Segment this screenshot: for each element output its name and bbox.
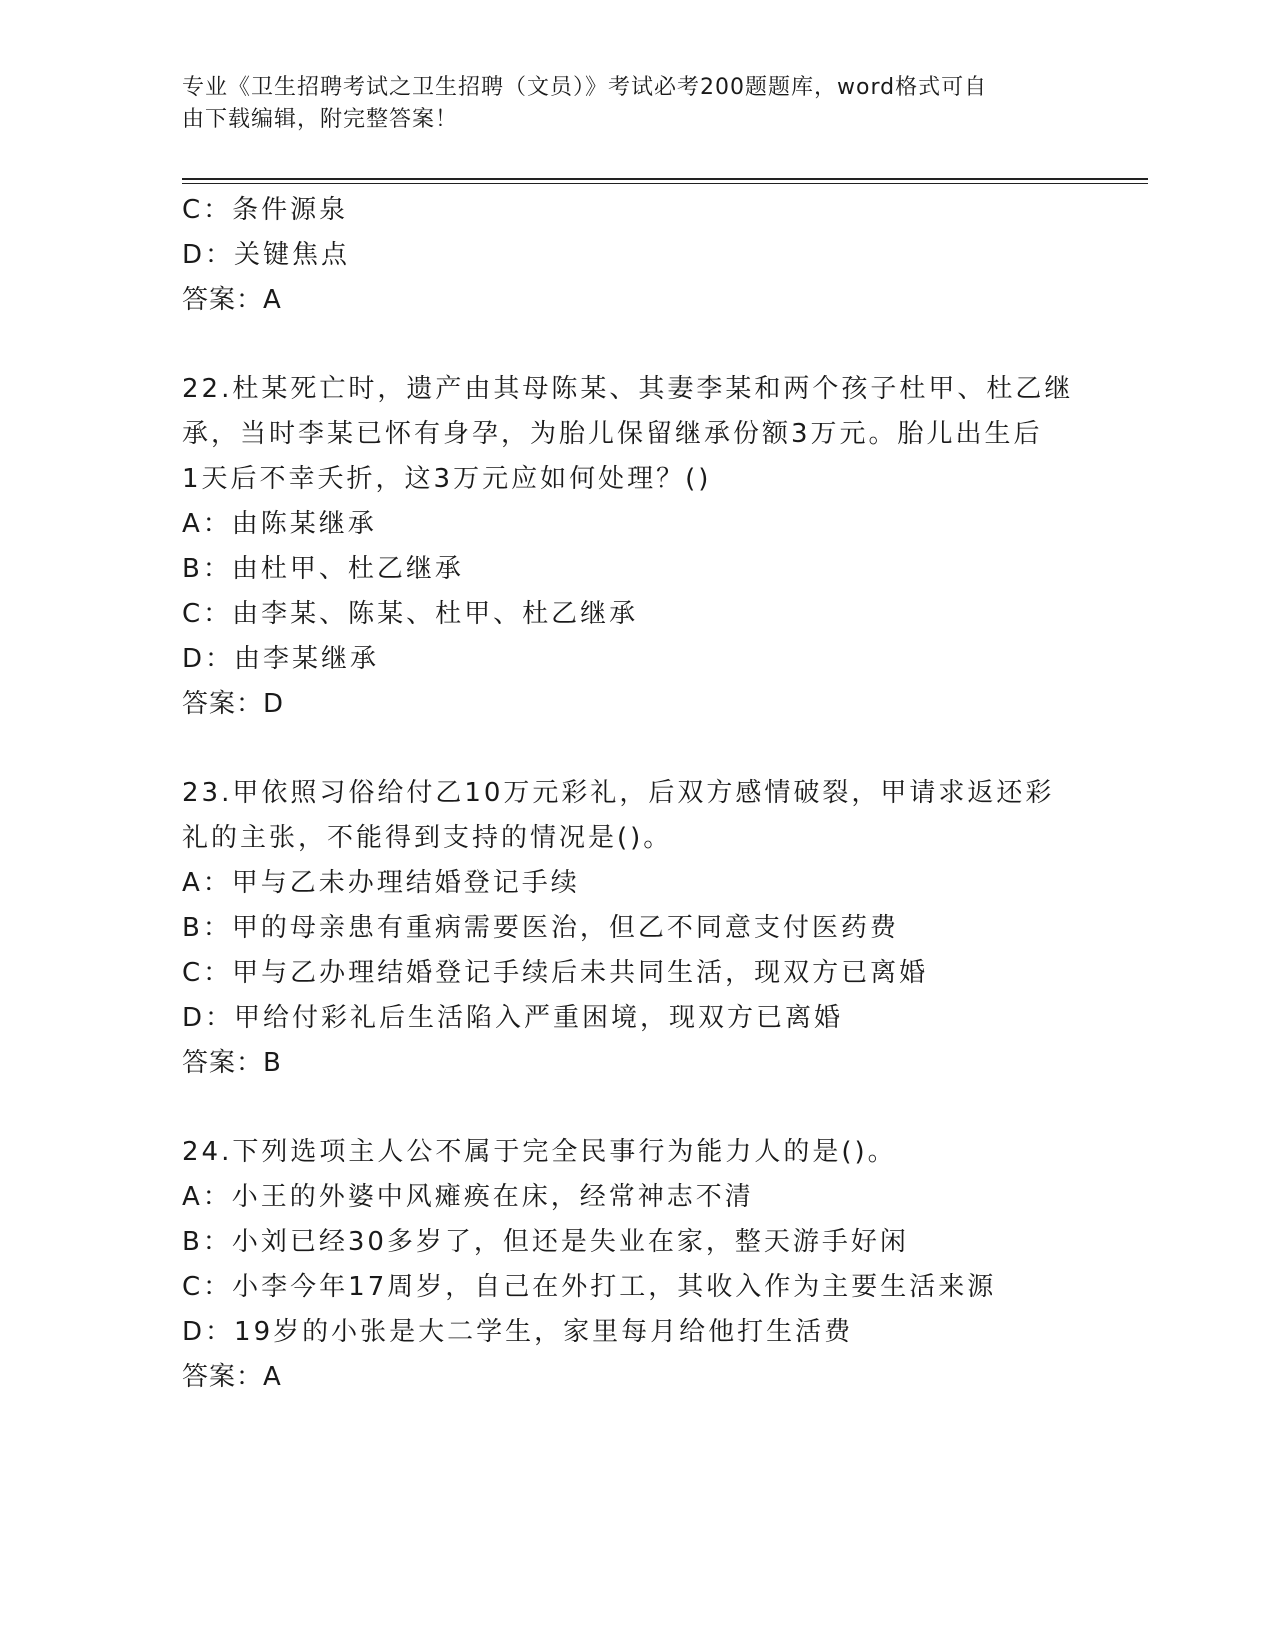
question-24: [182, 1130, 1082, 1400]
option-d: D：关键焦点: [182, 240, 351, 270]
option-a: A：小王的外婆中风瘫痪在床，经常神志不清: [182, 1182, 754, 1212]
option-a: A：由陈某继承: [182, 509, 377, 539]
option-d: D：19岁的小张是大二学生，家里每月给他打生活费: [182, 1317, 854, 1347]
question-23: [182, 771, 1082, 1086]
answer-line: 答案：D: [182, 689, 285, 719]
document-header: [182, 72, 1062, 136]
question-list: [182, 188, 1082, 1400]
stem-line: 承，当时李某已怀有身孕，为胎儿保留继承份额3万元。胎儿出生后: [182, 419, 1043, 449]
previous-question-tail: [182, 188, 1082, 323]
question-stem: [182, 367, 1082, 502]
option-b: B：由杜甲、杜乙继承: [182, 554, 464, 584]
header-rule-thin: [182, 183, 1148, 184]
stem-line: 礼的主张，不能得到支持的情况是()。: [182, 823, 673, 853]
stem-line: 24.下列选项主人公不属于完全民事行为能力人的是()。: [182, 1137, 897, 1167]
option-c: C：甲与乙办理结婚登记手续后未共同生活，现双方已离婚: [182, 958, 929, 988]
stem-line: 22.杜某死亡时，遗产由其母陈某、其妻李某和两个孩子杜甲、杜乙继: [182, 374, 1074, 404]
question-stem: [182, 771, 1082, 861]
answer-line: 答案：B: [182, 1048, 282, 1078]
answer-line: 答案：A: [182, 1362, 282, 1392]
option-d: D：由李某继承: [182, 644, 380, 674]
header-line-1: 专业《卫生招聘考试之卫生招聘（文员）》考试必考200题题库，word格式可自: [182, 75, 988, 100]
question-stem: [182, 1130, 1082, 1175]
option-a: A：甲与乙未办理结婚登记手续: [182, 868, 580, 898]
option-c: C：由李某、陈某、杜甲、杜乙继承: [182, 599, 639, 629]
answer-line: 答案：A: [182, 285, 282, 315]
option-b: B：小刘已经30多岁了，但还是失业在家，整天游手好闲: [182, 1227, 909, 1257]
option-c: C：小李今年17周岁，自己在外打工，其收入作为主要生活来源: [182, 1272, 997, 1302]
stem-line: 23.甲依照习俗给付乙10万元彩礼，后双方感情破裂，甲请求返还彩: [182, 778, 1055, 808]
header-line-2: 由下载编辑，附完整答案！: [182, 107, 459, 132]
question-22: [182, 367, 1082, 727]
option-d: D：甲给付彩礼后生活陷入严重困境，现双方已离婚: [182, 1003, 844, 1033]
option-c: C：条件源泉: [182, 195, 349, 225]
header-rule-thick: [182, 178, 1148, 180]
stem-line: 1天后不幸夭折，这3万元应如何处理？(): [182, 464, 712, 494]
option-b: B：甲的母亲患有重病需要医治，但乙不同意支付医药费: [182, 913, 899, 943]
